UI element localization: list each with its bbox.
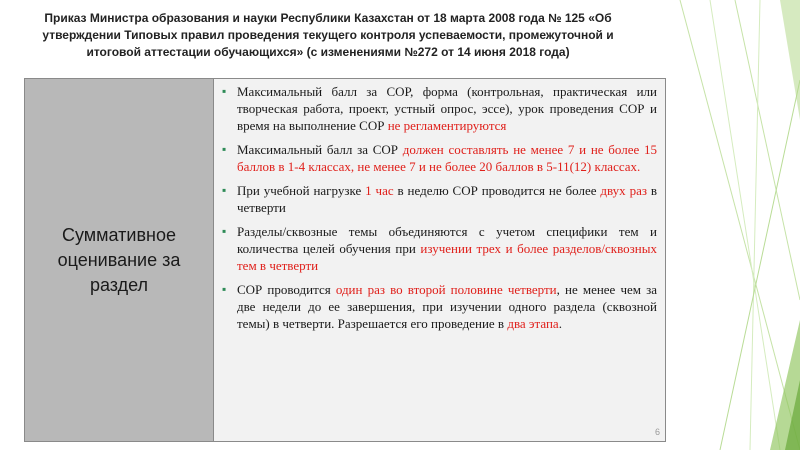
- rule-item: [222, 83, 657, 134]
- section-heading-cell: [25, 79, 214, 441]
- rule-item: [222, 223, 657, 274]
- rule-text: в четверти: [237, 183, 658, 215]
- page-number: 6: [655, 427, 661, 437]
- rule-text: Максимальный балл за СОР, форма (контрольная, практическая или творческая работа, проект, устный опрос, эссе), урок проведения СОР и время на выполнение СОР: [237, 84, 657, 133]
- slide-title: Приказ Министра образования и науки Республики Казахстан от 18 марта 2008 года № 125 «Об утверждении Типовых правил проведения текущего контроля успеваемости, промежуточной и итоговой аттестации обучающихся» (с изменениями №272 от 14 июня 2018 года): [42, 11, 614, 59]
- rule-text: Максимальный балл за СОР: [237, 142, 403, 157]
- bullet-icon: ▪: [222, 142, 227, 156]
- rule-text: в неделю СОР проводится не более: [393, 183, 601, 198]
- highlighted-text: изучении трех и более разделов/сквозных тем в четверти: [237, 241, 657, 273]
- rule-text: При учебной нагрузке: [237, 183, 366, 198]
- rules-cell: [214, 79, 665, 441]
- rule-text: .: [558, 316, 562, 331]
- rule-text: , не менее чем за две недели до ее завершения, при изучении одного раздела (сквозной темы) в четверти. Разрешается его проведение в: [237, 282, 657, 331]
- rule-text: СОР проводится: [237, 282, 336, 297]
- bullet-icon: ▪: [222, 224, 227, 238]
- rule-text: Разделы/сквозные темы объединяются с учетом специфики тем и количества целей обучения при: [237, 224, 657, 256]
- highlighted-text: не регламентируются: [387, 118, 507, 133]
- highlighted-text: один раз во второй половине четверти: [335, 282, 557, 297]
- rule-item: [222, 141, 657, 175]
- rule-item: [222, 281, 657, 332]
- bullet-icon: ▪: [222, 84, 227, 98]
- highlighted-text: два этапа: [507, 316, 559, 331]
- highlighted-text: 1 час: [365, 183, 394, 198]
- bullet-icon: ▪: [222, 183, 227, 197]
- rule-item: [222, 182, 657, 216]
- highlighted-text: двух раз: [600, 183, 647, 198]
- rules-list: [222, 83, 657, 332]
- highlighted-text: должен составлять не менее 7 и не более 15 баллов в 1-4 классах, не менее 7 и не более 20 баллов в 5-11(12) классах.: [237, 142, 657, 174]
- bullet-icon: ▪: [222, 282, 227, 296]
- content-table: [24, 78, 666, 442]
- decorative-lines: [660, 0, 800, 450]
- section-heading: Суммативное оценивание за раздел: [57, 224, 181, 295]
